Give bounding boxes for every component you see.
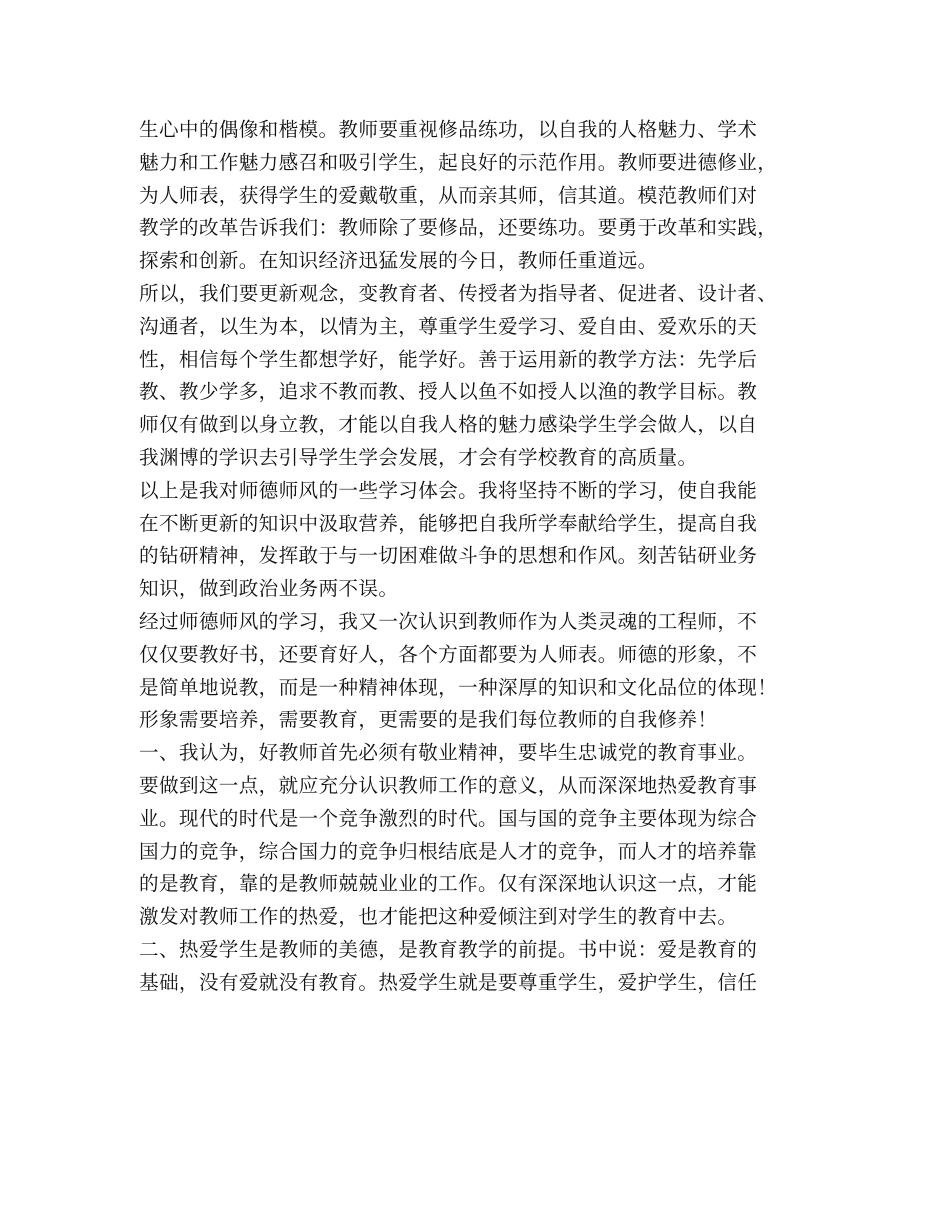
text-line: 在不断更新的知识中汲取营养，能够把自我所学奉献给学生，提高自我	[139, 511, 758, 535]
text-line: 教学的改革告诉我们：教师除了要修品，还要练功。要勇于改革和实践，	[139, 216, 778, 240]
text-line: 所以，我们要更新观念，变教育者、传授者为指导者、促进者、设计者、	[139, 281, 778, 305]
text-line: 形象需要培养，需要教育，更需要的是我们每位教师的自我修养！	[139, 708, 718, 732]
text-line: 沟通者，以生为本，以情为主，尊重学生爱学习、爱自由、爱欢乐的天	[139, 314, 758, 338]
text-line: 探索和创新。在知识经济迅猛发展的今日，教师任重道远。	[139, 249, 658, 273]
text-line: 的是教育，靠的是教师兢兢业业的工作。仅有深深地认识这一点，才能	[139, 872, 758, 896]
text-line: 要做到这一点，就应充分认识教师工作的意义，从而深深地热爱教育事	[139, 773, 758, 797]
text-line: 性，相信每个学生都想学好，能学好。善于运用新的教学方法：先学后	[139, 347, 758, 371]
text-line: 我渊博的学识去引导学生学会发展，才会有学校教育的高质量。	[139, 445, 698, 469]
text-line: 仅仅要教好书，还要育好人，各个方面都要为人师表。师德的形象，不	[139, 642, 758, 666]
text-line: 师仅有做到以身立教，才能以自我人格的魅力感染学生学会做人，以自	[139, 413, 758, 437]
text-line: 教、教少学多，追求不教而教、授人以鱼不如授人以渔的教学目标。教	[139, 380, 758, 404]
text-line: 魅力和工作魅力感召和吸引学生，起良好的示范作用。教师要进德修业，	[139, 150, 778, 174]
text-line: 以上是我对师德师风的一些学习体会。我将坚持不断的学习，使自我能	[139, 478, 758, 502]
text-line: 是简单地说教，而是一种精神体现，一种深厚的知识和文化品位的体现！	[139, 675, 778, 699]
text-line: 生心中的偶像和楷模。教师要重视修品练功，以自我的人格魅力、学术	[139, 118, 758, 141]
text-line: 知识，做到政治业务两不误。	[139, 577, 399, 601]
text-line: 业。现代的时代是一个竞争激烈的时代。国与国的竞争主要体现为综合	[139, 806, 758, 830]
text-line: 二、热爱学生是教师的美德，是教育教学的前提。书中说：爱是教育的	[139, 937, 758, 961]
document-body	[139, 114, 829, 1000]
text-line: 基础，没有爱就没有教育。热爱学生就是要尊重学生，爱护学生，信任	[139, 970, 758, 994]
text-line: 的钻研精神，发挥敢于与一切困难做斗争的思想和作风。刻苦钻研业务	[139, 544, 758, 568]
text-line: 为人师表，获得学生的爱戴敬重，从而亲其师，信其道。模范教师们对	[139, 183, 758, 207]
text-line: 经过师德师风的学习，我又一次认识到教师作为人类灵魂的工程师，不	[139, 609, 758, 633]
text-line: 激发对教师工作的热爱，也才能把这种爱倾注到对学生的教育中去。	[139, 905, 738, 929]
text-line: 国力的竞争，综合国力的竞争归根结底是人才的竞争，而人才的培养靠	[139, 839, 758, 863]
text-line: 一、我认为，好教师首先必须有敬业精神，要毕生忠诚党的教育事业。	[139, 741, 758, 765]
